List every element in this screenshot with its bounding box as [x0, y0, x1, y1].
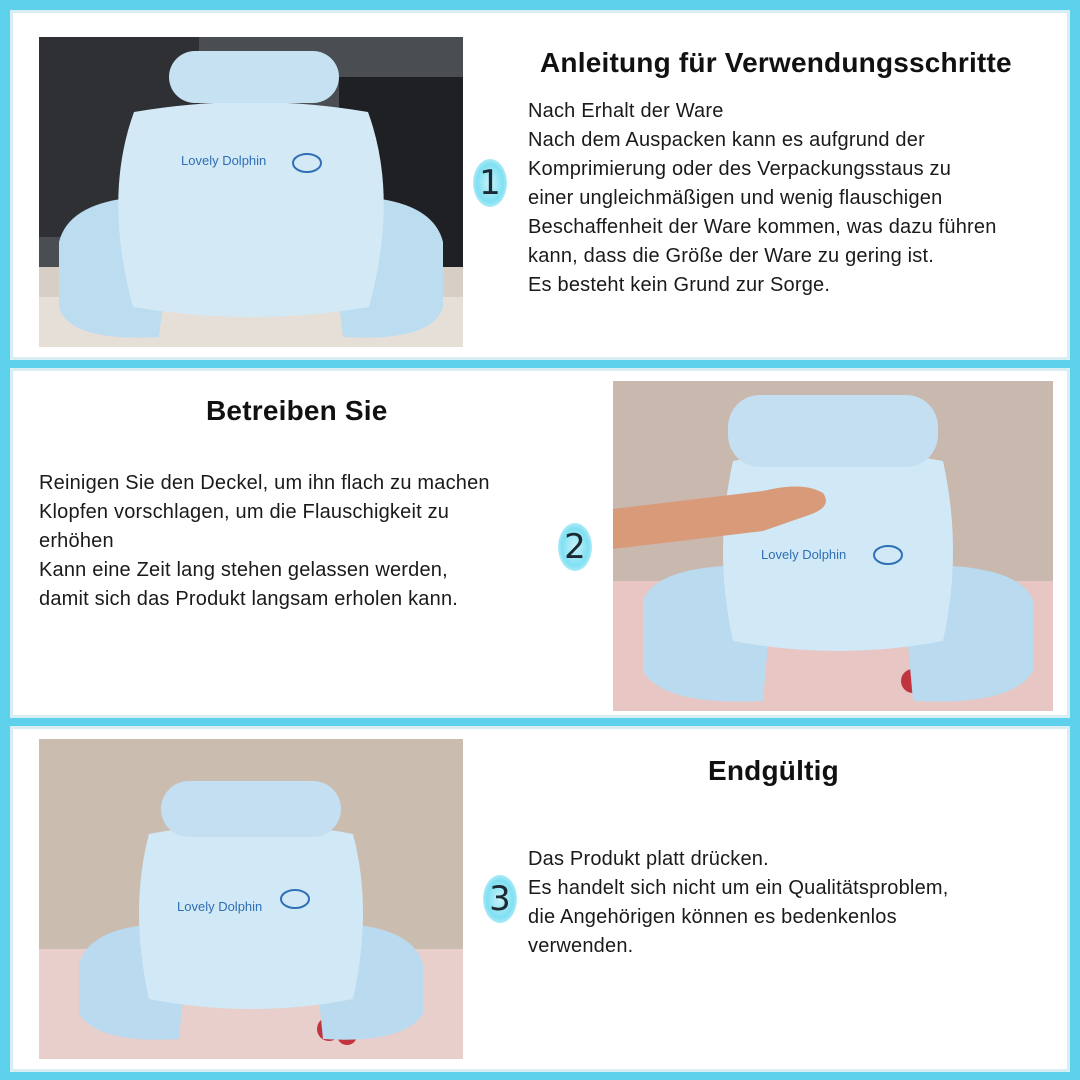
description-line: einer ungleichmäßigen und wenig flauschigen	[528, 187, 943, 209]
description-line: damit sich das Produkt langsam erholen kann.	[39, 588, 459, 610]
description-line: Es handelt sich nicht um ein Qualitätsproblem,	[528, 877, 949, 899]
step-number-badge: 2	[558, 523, 592, 571]
description-line: Kann eine Zeit lang stehen gelassen werden,	[39, 559, 448, 581]
description-line: erhöhen	[39, 530, 114, 552]
step-number-badge: 1	[473, 159, 507, 207]
description-line: Nach Erhalt der Ware	[528, 100, 724, 122]
step-number-badge: 3	[483, 875, 517, 923]
step-panel-1	[10, 10, 1070, 360]
step-title: Anleitung für Verwendungsschritte	[540, 47, 1012, 78]
description-line: Das Produkt platt drücken.	[528, 848, 769, 870]
description-line: Es besteht kein Grund zur Sorge.	[528, 274, 831, 296]
pillow-photo-3	[39, 739, 463, 1059]
pillow-photo-2	[613, 381, 1053, 711]
step-title: Betreiben Sie	[206, 395, 388, 426]
description-line: Nach dem Auspacken kann es aufgrund der	[528, 129, 925, 151]
pillow-photo-1	[39, 37, 463, 347]
pillow-brand-text: Lovely Dolphin	[761, 547, 847, 562]
description-line: verwenden.	[528, 935, 634, 957]
description-line: Klopfen vorschlagen, um die Flauschigkeit zu	[39, 501, 450, 523]
step-description	[528, 845, 949, 961]
description-line: Komprimierung oder des Verpackungsstaus zu	[528, 158, 952, 180]
description-line: die Angehörigen können es bedenkenlos	[528, 906, 897, 928]
pillow-brand-text: Lovely Dolphin	[181, 153, 267, 168]
description-line: Beschaffenheit der Ware kommen, was dazu führen	[528, 216, 997, 238]
step-panel-3	[10, 726, 1070, 1072]
description-line: kann, dass die Größe der Ware zu gering ist.	[528, 245, 935, 267]
pillow-brand-text: Lovely Dolphin	[177, 899, 263, 914]
step-description	[528, 97, 997, 300]
step-title: Endgültig	[708, 755, 839, 786]
description-line: Reinigen Sie den Deckel, um ihn flach zu machen	[39, 472, 490, 494]
step-description	[39, 469, 490, 614]
step-panel-2	[10, 368, 1070, 718]
